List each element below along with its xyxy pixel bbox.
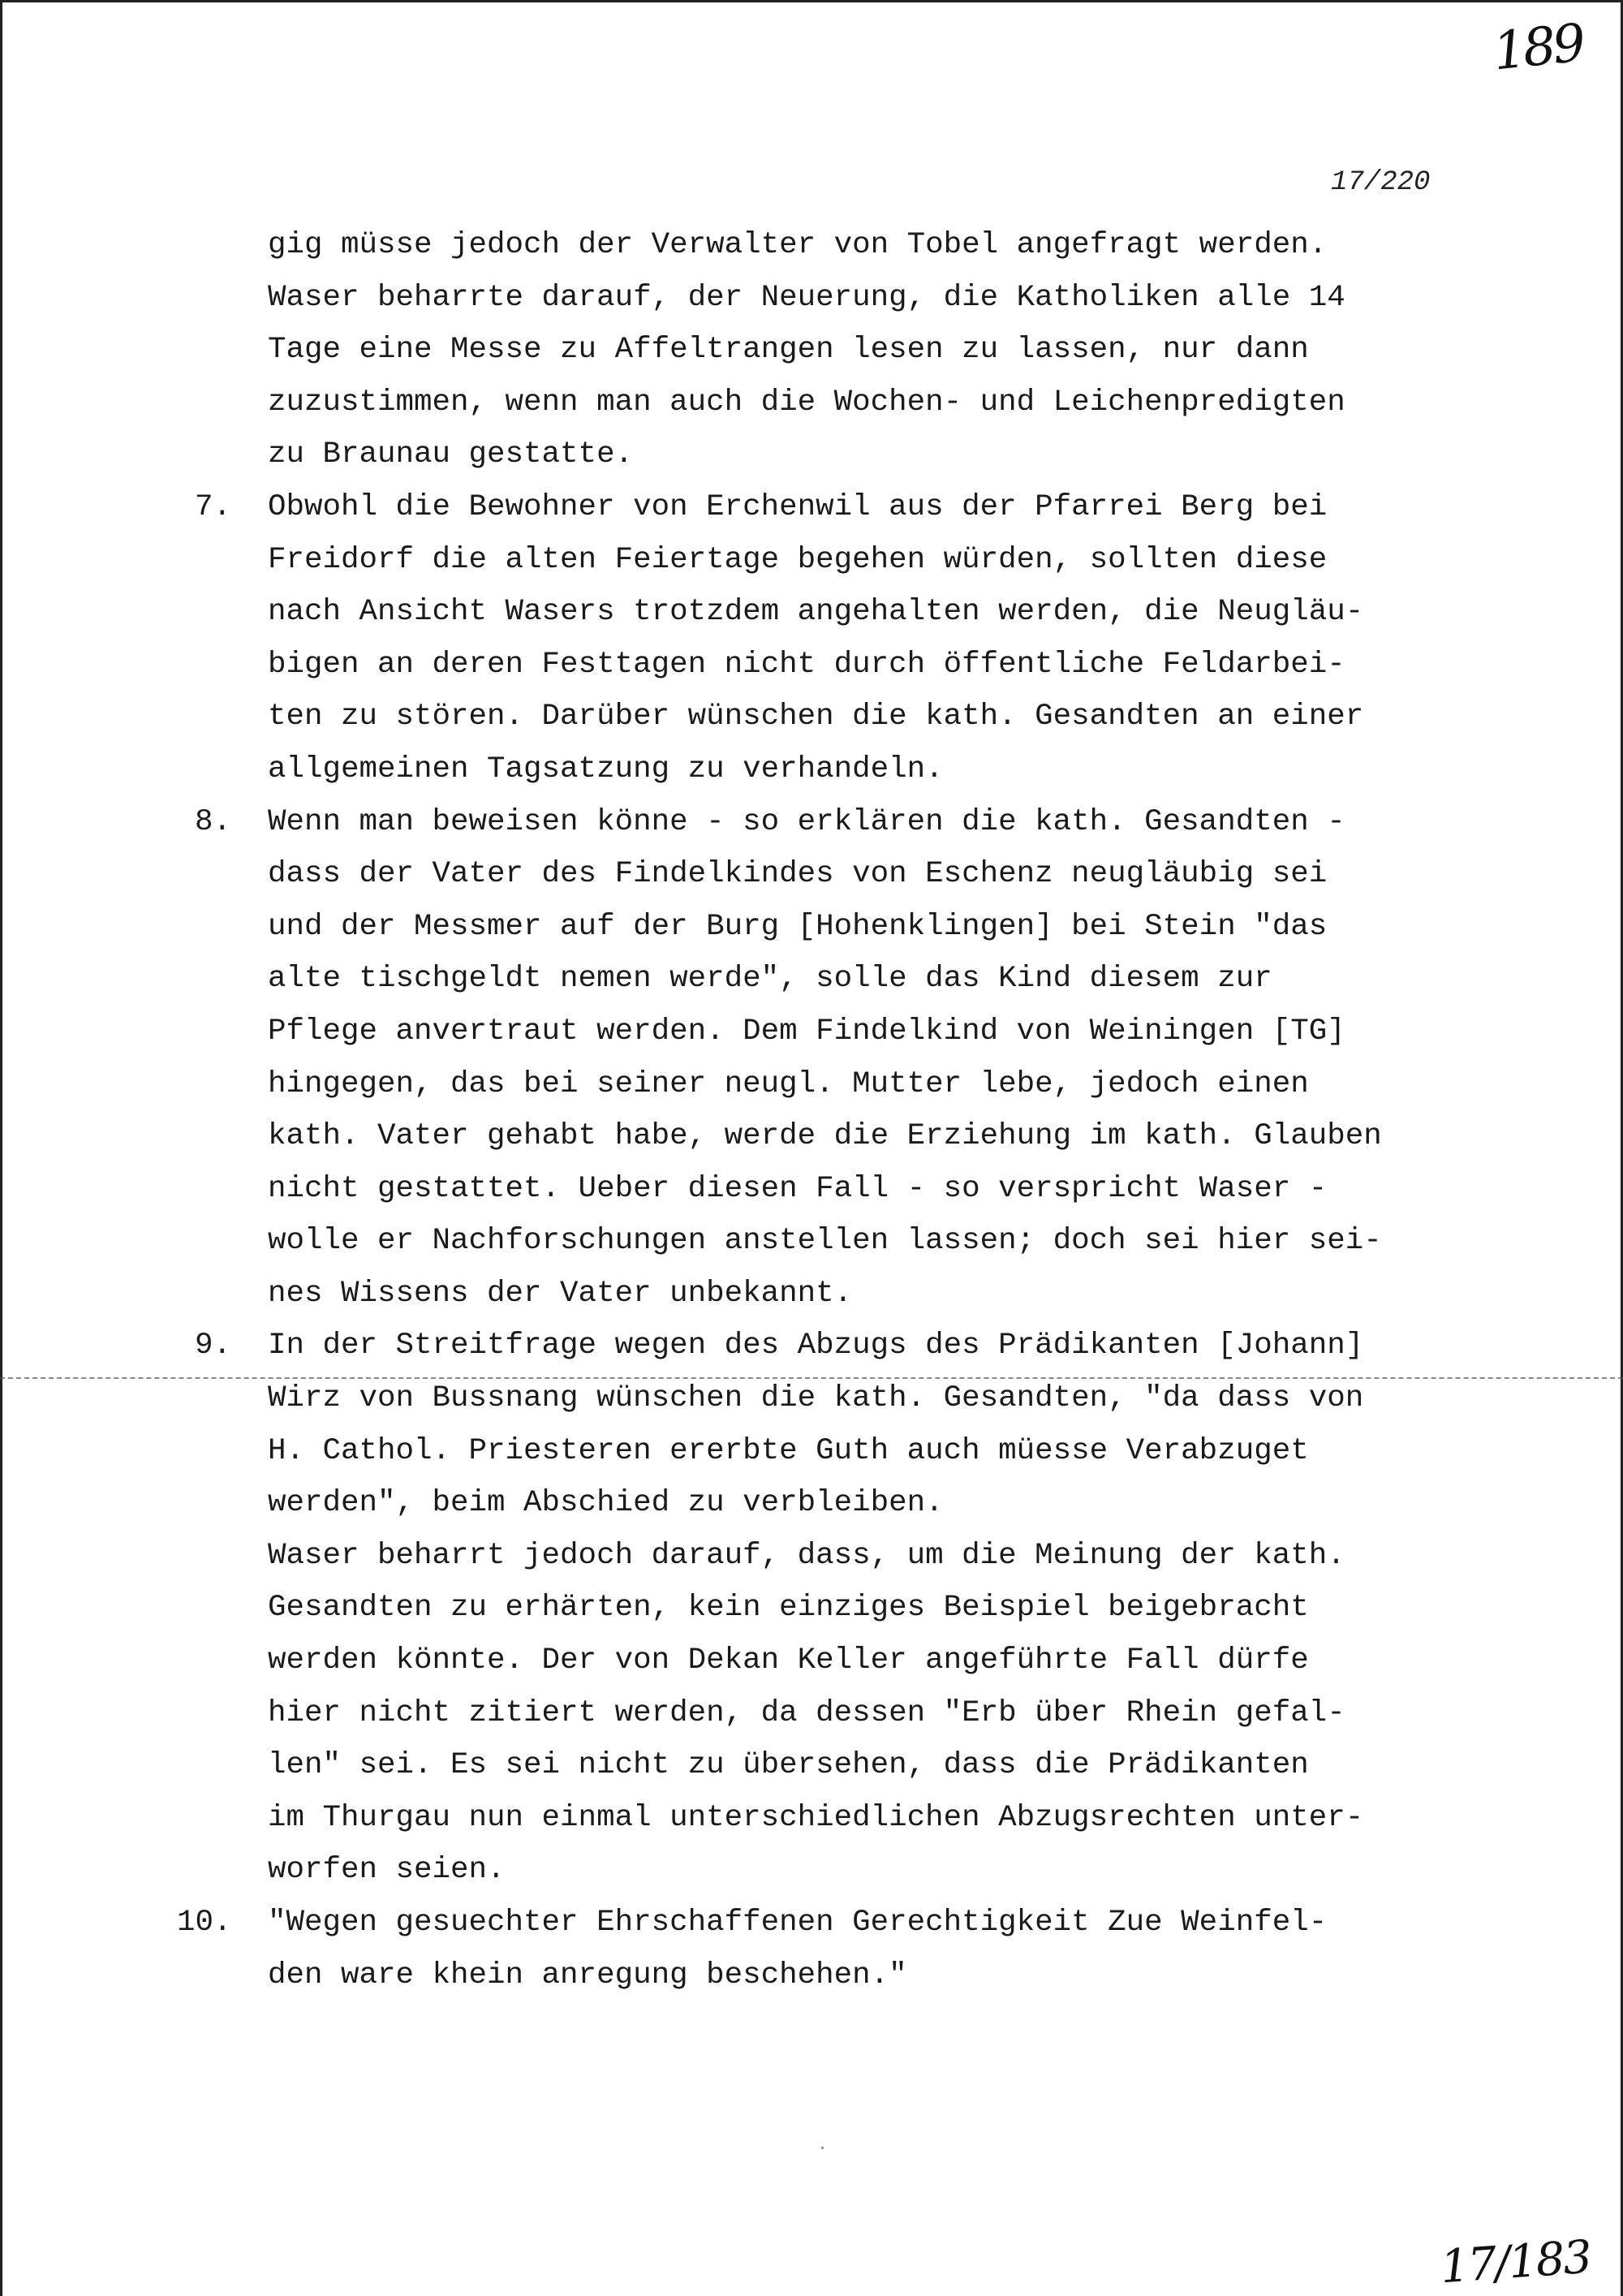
- paragraph-line: [195, 1372, 1493, 1425]
- paragraph-line: [195, 1844, 1493, 1897]
- paragraph-line: [195, 1215, 1493, 1268]
- line-text: "Wegen gesuechter Ehrschaffenen Gerechtigkeit Zue Weinfel-: [268, 1906, 1328, 1940]
- line-text: bigen an deren Festtagen nicht durch öffentliche Feldarbei-: [268, 647, 1345, 682]
- line-text: nicht gestattet. Ueber diesen Fall - so verspricht Waser -: [268, 1171, 1328, 1206]
- line-text: zuzustimmen, wenn man auch die Wochen- und Leichenpredigten: [268, 385, 1345, 420]
- paragraph-line: [195, 1163, 1493, 1216]
- paragraph-line: [195, 1582, 1493, 1635]
- paragraph-line: [195, 639, 1493, 691]
- document-page-number: 17/220: [1331, 167, 1431, 198]
- line-text: Waser beharrt jedoch darauf, dass, um die Meinung der kath.: [268, 1538, 1345, 1573]
- scan-fold-line: [0, 1377, 1623, 1379]
- paragraph-line: [195, 219, 1493, 272]
- paragraph-line: [195, 534, 1493, 587]
- line-text: Pflege anvertraut werden. Dem Findelkind von Weiningen [TG]: [268, 1014, 1345, 1049]
- line-text: zu Braunau gestatte.: [268, 437, 634, 472]
- paragraph-line: [195, 743, 1493, 796]
- document-body: [177, 219, 1493, 2001]
- paragraph-line: [195, 272, 1493, 325]
- numbered-paragraph-line: [195, 481, 1493, 534]
- line-text: worfen seien.: [268, 1853, 506, 1888]
- paragraph-line: [195, 1739, 1493, 1792]
- line-text: In der Streitfrage wegen des Abzugs des Prädikanten [Johann]: [268, 1329, 1364, 1363]
- paragraph-line: [195, 1635, 1493, 1687]
- line-text: Waser beharrte darauf, der Neuerung, die Katholiken alle 14: [268, 280, 1345, 315]
- paragraph-line: [195, 901, 1493, 954]
- paragraph-line: [195, 586, 1493, 639]
- line-text: werden könnte. Der von Dekan Keller angeführte Fall dürfe: [268, 1643, 1309, 1678]
- line-text: wolle er Nachforschungen anstellen lassen; doch sei hier sei-: [268, 1224, 1382, 1259]
- line-text: Gesandten zu erhärten, kein einziges Beispiel beigebracht: [268, 1591, 1309, 1626]
- item-number: 9.: [195, 1329, 232, 1363]
- line-text: nes Wissens der Vater unbekannt.: [268, 1276, 853, 1311]
- line-text: dass der Vater des Findelkindes von Eschenz neugläubig sei: [268, 857, 1328, 892]
- line-text: Wirz von Bussnang wünschen die kath. Gesandten, "da dass von: [268, 1381, 1364, 1416]
- page-border-top: [0, 0, 1623, 2]
- handwritten-folio-number: 189: [1490, 13, 1586, 83]
- paragraph-line: [195, 1687, 1493, 1740]
- paragraph-line: [195, 1477, 1493, 1530]
- line-text: werden", beim Abschied zu verbleiben.: [268, 1486, 944, 1521]
- paragraph-line: [195, 1110, 1493, 1163]
- paragraph-line: [195, 429, 1493, 481]
- paragraph-line: [195, 1268, 1493, 1320]
- line-text: Freidorf die alten Feiertage begehen würden, sollten diese: [268, 542, 1328, 577]
- item-number: 7.: [195, 489, 232, 524]
- line-text: den ware khein anregung beschehen.": [268, 1958, 907, 1992]
- scan-speck: [821, 2147, 824, 2149]
- line-text: H. Cathol. Priesteren ererbte Guth auch müesse Verabzuget: [268, 1433, 1309, 1468]
- line-text: Obwohl die Bewohner von Erchenwil aus der Pfarrei Berg bei: [268, 489, 1328, 524]
- paragraph-line: [195, 1425, 1493, 1478]
- numbered-paragraph-line: [195, 796, 1493, 849]
- paragraph-line: [195, 1058, 1493, 1111]
- numbered-paragraph-line: [177, 1897, 1493, 1949]
- line-text: ten zu stören. Darüber wünschen die kath. Gesandten an einer: [268, 700, 1364, 734]
- line-text: Tage eine Messe zu Affeltrangen lesen zu lassen, nur dann: [268, 333, 1309, 368]
- paragraph-line: [195, 324, 1493, 377]
- page-border-left: [0, 0, 2, 2296]
- line-text: kath. Vater gehabt habe, werde die Erziehung im kath. Glauben: [268, 1119, 1382, 1154]
- line-text: nach Ansicht Wasers trotzdem angehalten werden, die Neugläu-: [268, 595, 1364, 630]
- item-number: 8.: [195, 804, 232, 839]
- paragraph-line: [195, 691, 1493, 743]
- numbered-paragraph-line: [195, 1320, 1493, 1372]
- line-text: und der Messmer auf der Burg [Hohenklingen] bei Stein "das: [268, 909, 1328, 944]
- paragraph-line: [195, 1792, 1493, 1845]
- line-text: im Thurgau nun einmal unterschiedlichen Abzugsrechten unter-: [268, 1800, 1364, 1835]
- paragraph-line: [195, 953, 1493, 1006]
- line-text: gig müsse jedoch der Verwalter von Tobel angefragt werden.: [268, 228, 1328, 262]
- line-text: alte tischgeldt nemen werde", solle das Kind diesem zur: [268, 962, 1272, 997]
- paragraph-line: [195, 848, 1493, 901]
- paragraph-line: [195, 377, 1493, 429]
- line-text: Wenn man beweisen könne - so erklären die kath. Gesandten -: [268, 804, 1345, 839]
- handwritten-bottom-folio: 17/183: [1438, 2230, 1593, 2294]
- line-text: allgemeinen Tagsatzung zu verhandeln.: [268, 752, 944, 786]
- line-text: hier nicht zitiert werden, da dessen "Erb über Rhein gefal-: [268, 1695, 1345, 1730]
- paragraph-line: [195, 1949, 1493, 2002]
- item-number: 10.: [177, 1906, 232, 1940]
- line-text: hingegen, das bei seiner neugl. Mutter lebe, jedoch einen: [268, 1066, 1309, 1101]
- line-text: len" sei. Es sei nicht zu übersehen, dass die Prädikanten: [268, 1748, 1309, 1783]
- paragraph-line: [195, 1530, 1493, 1583]
- paragraph-line: [195, 1006, 1493, 1058]
